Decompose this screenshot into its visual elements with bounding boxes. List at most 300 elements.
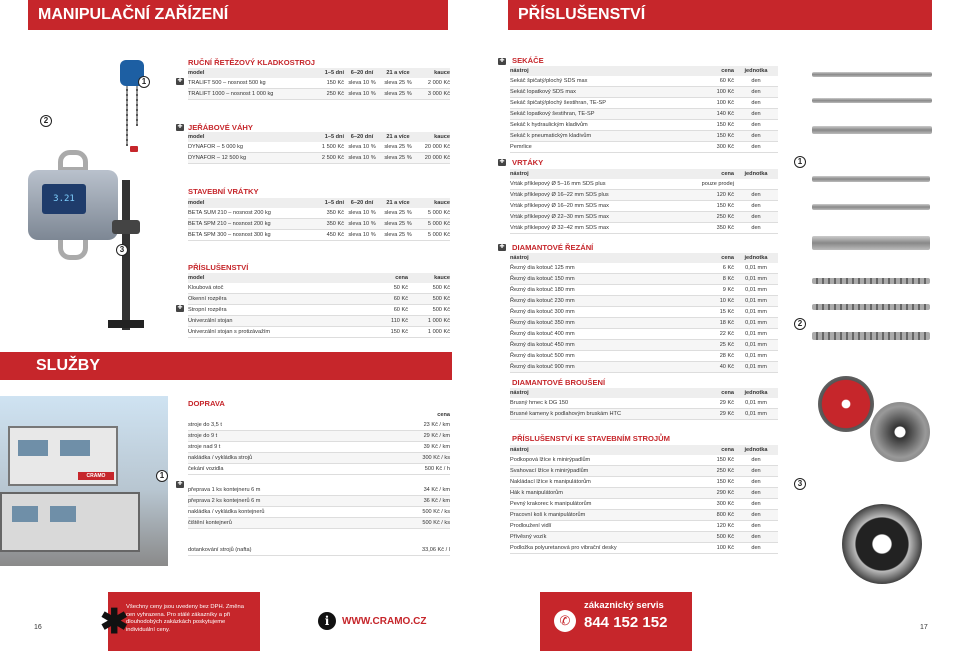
table-cell: 1 000 Kč: [427, 329, 450, 335]
column-header: nástroj: [510, 68, 529, 74]
table-row: [188, 453, 450, 464]
table-cell: 140 Kč: [716, 111, 734, 117]
table-cell: Řezný dia kotouč 900 mm: [510, 364, 575, 370]
cart-icon-hoist: ✚: [177, 78, 183, 84]
table-cell: BETA SPM 210 – nosnost 200 kg: [188, 221, 271, 227]
table-row: [510, 362, 778, 373]
table-row: [188, 316, 450, 327]
table-cell: 20 000 Kč: [424, 155, 450, 161]
table-cell: Svahovací lžíce k minirýpadlům: [510, 468, 589, 474]
table-cell: 9 Kč: [722, 287, 734, 293]
column-header: cena: [721, 255, 734, 261]
table-cell: přeprava 1 ks kontejneru 6 m: [188, 487, 261, 493]
services-banner-title: SLUŽBY: [36, 357, 100, 374]
table-cell: 500 Kč / ks: [422, 509, 450, 515]
table-cell: den: [751, 523, 761, 529]
table-row: [510, 499, 778, 510]
table-cell: Nakládací lžíce k manipulátorům: [510, 479, 591, 485]
column-header: 21 a více: [386, 134, 410, 140]
table-cell: 500 Kč: [432, 285, 450, 291]
column-header: model: [188, 70, 205, 76]
footer-note-box: [100, 592, 260, 651]
table-cell: 29 Kč: [719, 411, 734, 417]
phone-icon: ✆: [554, 610, 576, 632]
table-cell: Stropní rozpěra: [188, 307, 227, 313]
badge-1-left: 1: [138, 76, 150, 88]
table-cell: 150 Kč: [716, 203, 734, 209]
table-row: [510, 318, 778, 329]
table-cell: Sekáč k hydraulickým kladivům: [510, 122, 588, 128]
table-cell: sleva 10 %: [348, 210, 376, 216]
table-cell: 22 Kč: [719, 331, 734, 337]
transport-table: [188, 410, 450, 556]
table-cell: sleva 10 %: [348, 155, 376, 161]
table-cell: sleva 25 %: [384, 221, 412, 227]
badge-1-right: 1: [794, 156, 806, 168]
table-cell: Univerzální stojan s protizávažím: [188, 329, 271, 335]
container-brand: CRAMO: [78, 472, 114, 480]
table-cell: 1 500 Kč: [321, 144, 344, 150]
table-cell: 120 Kč: [716, 523, 734, 529]
table-row: [510, 466, 778, 477]
table-row: [510, 142, 778, 153]
column-header: model: [188, 134, 205, 140]
table-cell: 60 Kč: [393, 307, 408, 313]
table-row: [188, 485, 450, 496]
winch-image: [108, 180, 148, 330]
table-cell: 18 Kč: [719, 320, 734, 326]
table-cell: 290 Kč: [716, 490, 734, 496]
table-header: [188, 132, 450, 142]
table-cell: 60 Kč: [393, 296, 408, 302]
table-row: [510, 274, 778, 285]
column-header: 6–20 dní: [350, 70, 374, 76]
table-row: [510, 409, 778, 420]
chisels-title: SEKÁČE: [512, 56, 544, 65]
table-cell: čekání vozidla: [188, 466, 224, 472]
scale-display: 3.21: [42, 184, 86, 214]
column-header: cena: [437, 412, 450, 418]
table-row: [188, 464, 450, 475]
table-cell: sleva 25 %: [384, 232, 412, 238]
table-cell: sleva 10 %: [348, 91, 376, 97]
column-header: 1–5 dní: [324, 134, 344, 140]
table-cell: 300 Kč: [716, 501, 734, 507]
table-row: [510, 329, 778, 340]
column-header: kauce: [434, 70, 450, 76]
table-header: [188, 198, 450, 208]
table-cell: 0,01 mm: [745, 309, 767, 315]
table-cell: Řezný dia kotouč 180 mm: [510, 287, 575, 293]
table-cell: Vrták příklepový Ø 16–20 mm SDS max: [510, 203, 609, 209]
table-cell: 29 Kč / km: [423, 433, 450, 439]
table-row: [510, 109, 778, 120]
column-header: nástroj: [510, 390, 529, 396]
table-cell: 15 Kč: [719, 309, 734, 315]
table-row: [188, 305, 450, 316]
table-cell: den: [751, 192, 761, 198]
table-cell: 50 Kč: [393, 285, 408, 291]
table-cell: nakládka / vykládka kontejnerů: [188, 509, 265, 515]
table-row: [188, 153, 450, 164]
table-cell: Podložka polyuretanová pro vibrační desky: [510, 545, 617, 551]
column-header: model: [188, 200, 205, 206]
table-cell: Univerzální stojan: [188, 318, 233, 324]
table-cell: den: [751, 457, 761, 463]
table-row: [188, 208, 450, 219]
table-cell: 34 Kč / km: [423, 487, 450, 493]
cutting-title: DIAMANTOVÉ ŘEZÁNÍ: [512, 243, 594, 252]
table-cell: den: [751, 203, 761, 209]
hoist-table: [188, 68, 450, 100]
table-cell: 500 Kč: [432, 307, 450, 313]
table-cell: 300 Kč: [716, 144, 734, 150]
table-cell: DYNAFOR – 5 000 kg: [188, 144, 244, 150]
table-cell: 0,01 mm: [745, 287, 767, 293]
table-cell: den: [751, 479, 761, 485]
table-header: [188, 410, 450, 420]
table-cell: 5 000 Kč: [427, 221, 450, 227]
drills-title: VRTÁKY: [512, 158, 544, 167]
table-header: [510, 66, 778, 76]
table-header: [188, 68, 450, 78]
table-row: [510, 263, 778, 274]
badge-2-left: 2: [40, 115, 52, 127]
table-cell: 100 Kč: [716, 89, 734, 95]
page-number-right: 17: [920, 624, 928, 631]
table-cell: den: [751, 214, 761, 220]
table-cell: den: [751, 468, 761, 474]
column-header: jednotka: [744, 390, 768, 396]
scales-title: JEŘÁBOVÉ VÁHY: [188, 123, 253, 132]
column-header: 1–5 dní: [324, 70, 344, 76]
scales-table: [188, 132, 450, 164]
hoist-title: RUČNÍ ŘETĚZOVÝ KLADKOSTROJ: [188, 58, 315, 67]
table-row: [510, 307, 778, 318]
column-header: kauce: [434, 134, 450, 140]
service-phone[interactable]: 844 152 152: [584, 614, 668, 631]
column-header: jednotka: [744, 447, 768, 453]
column-header: jednotka: [744, 255, 768, 261]
column-header: [188, 410, 388, 420]
badge-3-left: 3: [116, 244, 128, 256]
table-cell: 25 Kč: [719, 342, 734, 348]
table-row: [510, 543, 778, 554]
table-cell: nakládka / vykládka strojů: [188, 455, 253, 461]
table-cell: 5 000 Kč: [427, 210, 450, 216]
table-cell: 250 Kč: [716, 214, 734, 220]
table-cell: Řezný dia kotouč 300 mm: [510, 309, 575, 315]
column-header: 6–20 dní: [350, 200, 374, 206]
table-cell: [734, 179, 778, 189]
table-cell: stroje do 3,5 t: [188, 422, 222, 428]
table-cell: Prodloužení vidlí: [510, 523, 552, 529]
containers-photo: [0, 396, 168, 566]
table-cell: 450 Kč: [326, 232, 344, 238]
table-cell: BETA SUM 210 – nosnost 200 kg: [188, 210, 271, 216]
table-cell: Pemrlice: [510, 144, 532, 150]
column-header: cena: [721, 68, 734, 74]
table-cell: 150 Kč: [390, 329, 408, 335]
table-row: [510, 98, 778, 109]
table-cell: 10 Kč: [719, 298, 734, 304]
column-header: 21 a více: [386, 70, 410, 76]
table-row: [188, 442, 450, 453]
column-header: 1–5 dní: [324, 200, 344, 206]
table-cell: TRALIFT 1000 – nosnost 1 000 kg: [188, 91, 274, 97]
accessories-left-title: PŘÍSLUŠENSTVÍ: [188, 263, 249, 272]
table-cell: den: [751, 501, 761, 507]
site-accessories-table: [510, 445, 778, 554]
table-cell: 350 Kč: [326, 221, 344, 227]
table-cell: 39 Kč / km: [423, 444, 450, 450]
chisels-table: [510, 66, 778, 153]
table-cell: 0,01 mm: [745, 411, 767, 417]
table-cell: Brusný hrnec k DG 150: [510, 400, 569, 406]
table-row: [510, 212, 778, 223]
table-row: [510, 532, 778, 543]
service-box: [540, 592, 692, 651]
table-cell: 350 Kč: [326, 210, 344, 216]
table-cell: sleva 25 %: [384, 91, 412, 97]
crane-scale-image: [28, 150, 118, 260]
table-cell: 500 Kč: [716, 534, 734, 540]
column-header: 6–20 dní: [350, 134, 374, 140]
table-row: [188, 431, 450, 442]
table-cell: Vrták příklepový Ø 32–42 mm SDS max: [510, 225, 609, 231]
asterisk-icon: ✱: [100, 603, 129, 641]
cutting-table: [510, 253, 778, 373]
table-cell: 1 000 Kč: [427, 318, 450, 324]
table-row: [510, 340, 778, 351]
table-cell: Vrták příklepový Ø 5–16 mm SDS plus: [510, 181, 606, 187]
table-cell: den: [751, 122, 761, 128]
table-cell: 0,01 mm: [745, 353, 767, 359]
table-row: [188, 496, 450, 507]
table-row: [188, 89, 450, 100]
grinding-table: [510, 388, 778, 420]
table-row: [510, 131, 778, 142]
table-cell: 0,01 mm: [745, 342, 767, 348]
table-cell: 800 Kč: [716, 512, 734, 518]
table-cell: den: [751, 512, 761, 518]
table-cell: 20 000 Kč: [424, 144, 450, 150]
table-cell: Řezný dia kotouč 150 mm: [510, 276, 575, 282]
table-cell: den: [751, 144, 761, 150]
table-row: [510, 87, 778, 98]
table-cell: pouze prodej: [701, 181, 734, 187]
table-row: [510, 296, 778, 307]
accessories-left-table: [188, 273, 450, 338]
table-cell: Vrták příklepový Ø 22–30 mm SDS max: [510, 214, 609, 220]
table-cell: sleva 10 %: [348, 144, 376, 150]
table-cell: den: [751, 100, 761, 106]
table-cell: 150 Kč: [326, 80, 344, 86]
table-row: [188, 142, 450, 153]
table-cell: 0,01 mm: [745, 320, 767, 326]
column-header: jednotka: [744, 68, 768, 74]
table-row: [188, 545, 450, 556]
table-cell: 0,01 mm: [745, 400, 767, 406]
table-row: [510, 510, 778, 521]
table-cell: 500 Kč / ks: [422, 520, 450, 526]
column-header: cena: [721, 171, 734, 177]
table-cell: sleva 25 %: [384, 144, 412, 150]
column-header: kauce: [434, 200, 450, 206]
table-cell: Sekáč k pneumatickým kladivům: [510, 133, 592, 139]
footer-note: Všechny ceny jsou uvedeny bez DPH. Změna cen vyhrazena. Pro stálé zákazníky a při dlouhodobých zakázkách poskytujeme individuální ceny.: [126, 604, 244, 633]
table-cell: Pracovní koš k manipulátorům: [510, 512, 586, 518]
table-header: [510, 169, 778, 179]
table-cell: 150 Kč: [716, 479, 734, 485]
table-cell: TRALIFT 500 – nosnost 500 kg: [188, 80, 266, 86]
table-cell: Okenní rozpěra: [188, 296, 227, 302]
table-cell: přeprava 2 ks kontejnerů 6 m: [188, 498, 261, 504]
table-cell: 500 Kč: [432, 296, 450, 302]
table-cell: sleva 25 %: [384, 210, 412, 216]
table-cell: 36 Kč / km: [423, 498, 450, 504]
table-cell: 5 000 Kč: [427, 232, 450, 238]
drills-table: [510, 169, 778, 234]
table-cell: sleva 10 %: [348, 221, 376, 227]
table-row: [188, 230, 450, 241]
column-header: nástroj: [510, 171, 529, 177]
table-cell: Řezný dia kotouč 230 mm: [510, 298, 575, 304]
table-header: [188, 273, 450, 283]
cart-icon-chisels: ✚: [499, 58, 505, 64]
table-cell: 40 Kč: [719, 364, 734, 370]
table-cell: den: [751, 133, 761, 139]
right-banner: [508, 0, 932, 30]
table-cell: den: [751, 111, 761, 117]
column-header: model: [188, 275, 205, 281]
table-cell: Sekáč špičatý/plochý SDS max: [510, 78, 588, 84]
column-header: cena: [395, 275, 408, 281]
left-banner-title: MANIPULAČNÍ ZAŘÍZENÍ: [38, 6, 229, 23]
table-row: [510, 477, 778, 488]
table-row: [188, 420, 450, 431]
table-cell: 150 Kč: [716, 122, 734, 128]
table-cell: Přívěsný vozík: [510, 534, 547, 540]
table-cell: 100 Kč: [716, 100, 734, 106]
cart-icon-accessories: ✚: [177, 305, 183, 311]
table-cell: 350 Kč: [716, 225, 734, 231]
table-cell: Pevný krakorec k manipulátorům: [510, 501, 592, 507]
table-cell: sleva 10 %: [348, 80, 376, 86]
table-cell: Kloubová otoč: [188, 285, 224, 291]
table-cell: DYNAFOR – 12 500 kg: [188, 155, 247, 161]
table-cell: Řezný dia kotouč 125 mm: [510, 265, 575, 271]
table-cell: 250 Kč: [326, 91, 344, 97]
table-cell: 0,01 mm: [745, 265, 767, 271]
table-cell: 2 000 Kč: [427, 80, 450, 86]
table-cell: dotankování strojů (nafta): [188, 547, 252, 553]
table-cell: den: [751, 490, 761, 496]
table-cell: den: [751, 89, 761, 95]
column-header: cena: [721, 390, 734, 396]
column-header: nástroj: [510, 447, 529, 453]
table-cell: 250 Kč: [716, 468, 734, 474]
table-row: [510, 201, 778, 212]
column-header: nástroj: [510, 255, 529, 261]
table-cell: 23 Kč / km: [423, 422, 450, 428]
left-banner: [28, 0, 448, 30]
table-cell: BETA SPM 300 – nosnost 300 kg: [188, 232, 271, 238]
table-cell: 150 Kč: [716, 457, 734, 463]
table-cell: 0,01 mm: [745, 364, 767, 370]
table-cell: 60 Kč: [719, 78, 734, 84]
badge-2-right: 2: [794, 318, 806, 330]
badge-3-right: 3: [794, 478, 806, 490]
table-cell: 0,01 mm: [745, 298, 767, 304]
table-cell: Sekáč lopatkový SDS max: [510, 89, 576, 95]
table-cell: 120 Kč: [716, 192, 734, 198]
table-cell: 0,01 mm: [745, 276, 767, 282]
table-cell: den: [751, 78, 761, 84]
table-row: [510, 398, 778, 409]
table-row: [510, 223, 778, 234]
table-row: [188, 283, 450, 294]
table-header: [510, 253, 778, 263]
table-cell: Vrták příklepový Ø 16–22 mm SDS plus: [510, 192, 609, 198]
page-number-left: 16: [34, 624, 42, 631]
table-cell: sleva 25 %: [384, 80, 412, 86]
table-cell: Hák k manipulátorům: [510, 490, 563, 496]
table-row: [510, 120, 778, 131]
table-cell: čištění kontejnerů: [188, 520, 232, 526]
table-row: [188, 507, 450, 518]
table-cell: 28 Kč: [719, 353, 734, 359]
table-cell: Řezný dia kotouč 350 mm: [510, 320, 575, 326]
table-cell: 33,06 Kč / l: [422, 547, 450, 553]
table-header: [510, 388, 778, 398]
table-cell: 3 000 Kč: [427, 91, 450, 97]
table-cell: 150 Kč: [716, 133, 734, 139]
table-row: [510, 179, 778, 190]
cart-icon-drills: ✚: [499, 159, 505, 165]
services-banner: [0, 352, 452, 380]
cart-icon-transport: ✚: [177, 481, 183, 487]
web-link[interactable]: WWW.CRAMO.CZ: [342, 616, 427, 627]
table-cell: Sekáč lopatkový šestihran, TE-SP: [510, 111, 595, 117]
table-cell: sleva 10 %: [348, 232, 376, 238]
column-header: jednotka: [744, 171, 768, 177]
info-icon: i: [318, 612, 336, 630]
table-row: [510, 521, 778, 532]
table-row: [510, 285, 778, 296]
grinding-title: DIAMANTOVÉ BROUŠENÍ: [512, 378, 606, 387]
table-cell: den: [751, 545, 761, 551]
table-row: [510, 351, 778, 362]
table-cell: Řezný dia kotouč 400 mm: [510, 331, 575, 337]
hoist-image: [112, 60, 152, 150]
column-header: 21 a více: [386, 200, 410, 206]
right-banner-title: PŘÍSLUŠENSTVÍ: [518, 6, 646, 23]
table-cell: Sekáč špičatý/plochý šestihran, TE-SP: [510, 100, 606, 106]
column-header: kauce: [434, 275, 450, 281]
table-row: [188, 294, 450, 305]
service-label: zákaznický servis: [584, 600, 664, 611]
table-cell: 2 500 Kč: [321, 155, 344, 161]
table-cell: den: [751, 534, 761, 540]
cart-icon-scales: ✚: [177, 124, 183, 130]
column-header: cena: [721, 447, 734, 453]
site-accessories-title: PŘÍSLUŠENSTVÍ KE STAVEBNÍM STROJŮM: [512, 434, 670, 443]
table-row: [188, 219, 450, 230]
transport-title: DOPRAVA: [188, 399, 225, 408]
winches-table: [188, 198, 450, 241]
table-cell: Brusné kameny k podlahovým bruskám HTC: [510, 411, 621, 417]
